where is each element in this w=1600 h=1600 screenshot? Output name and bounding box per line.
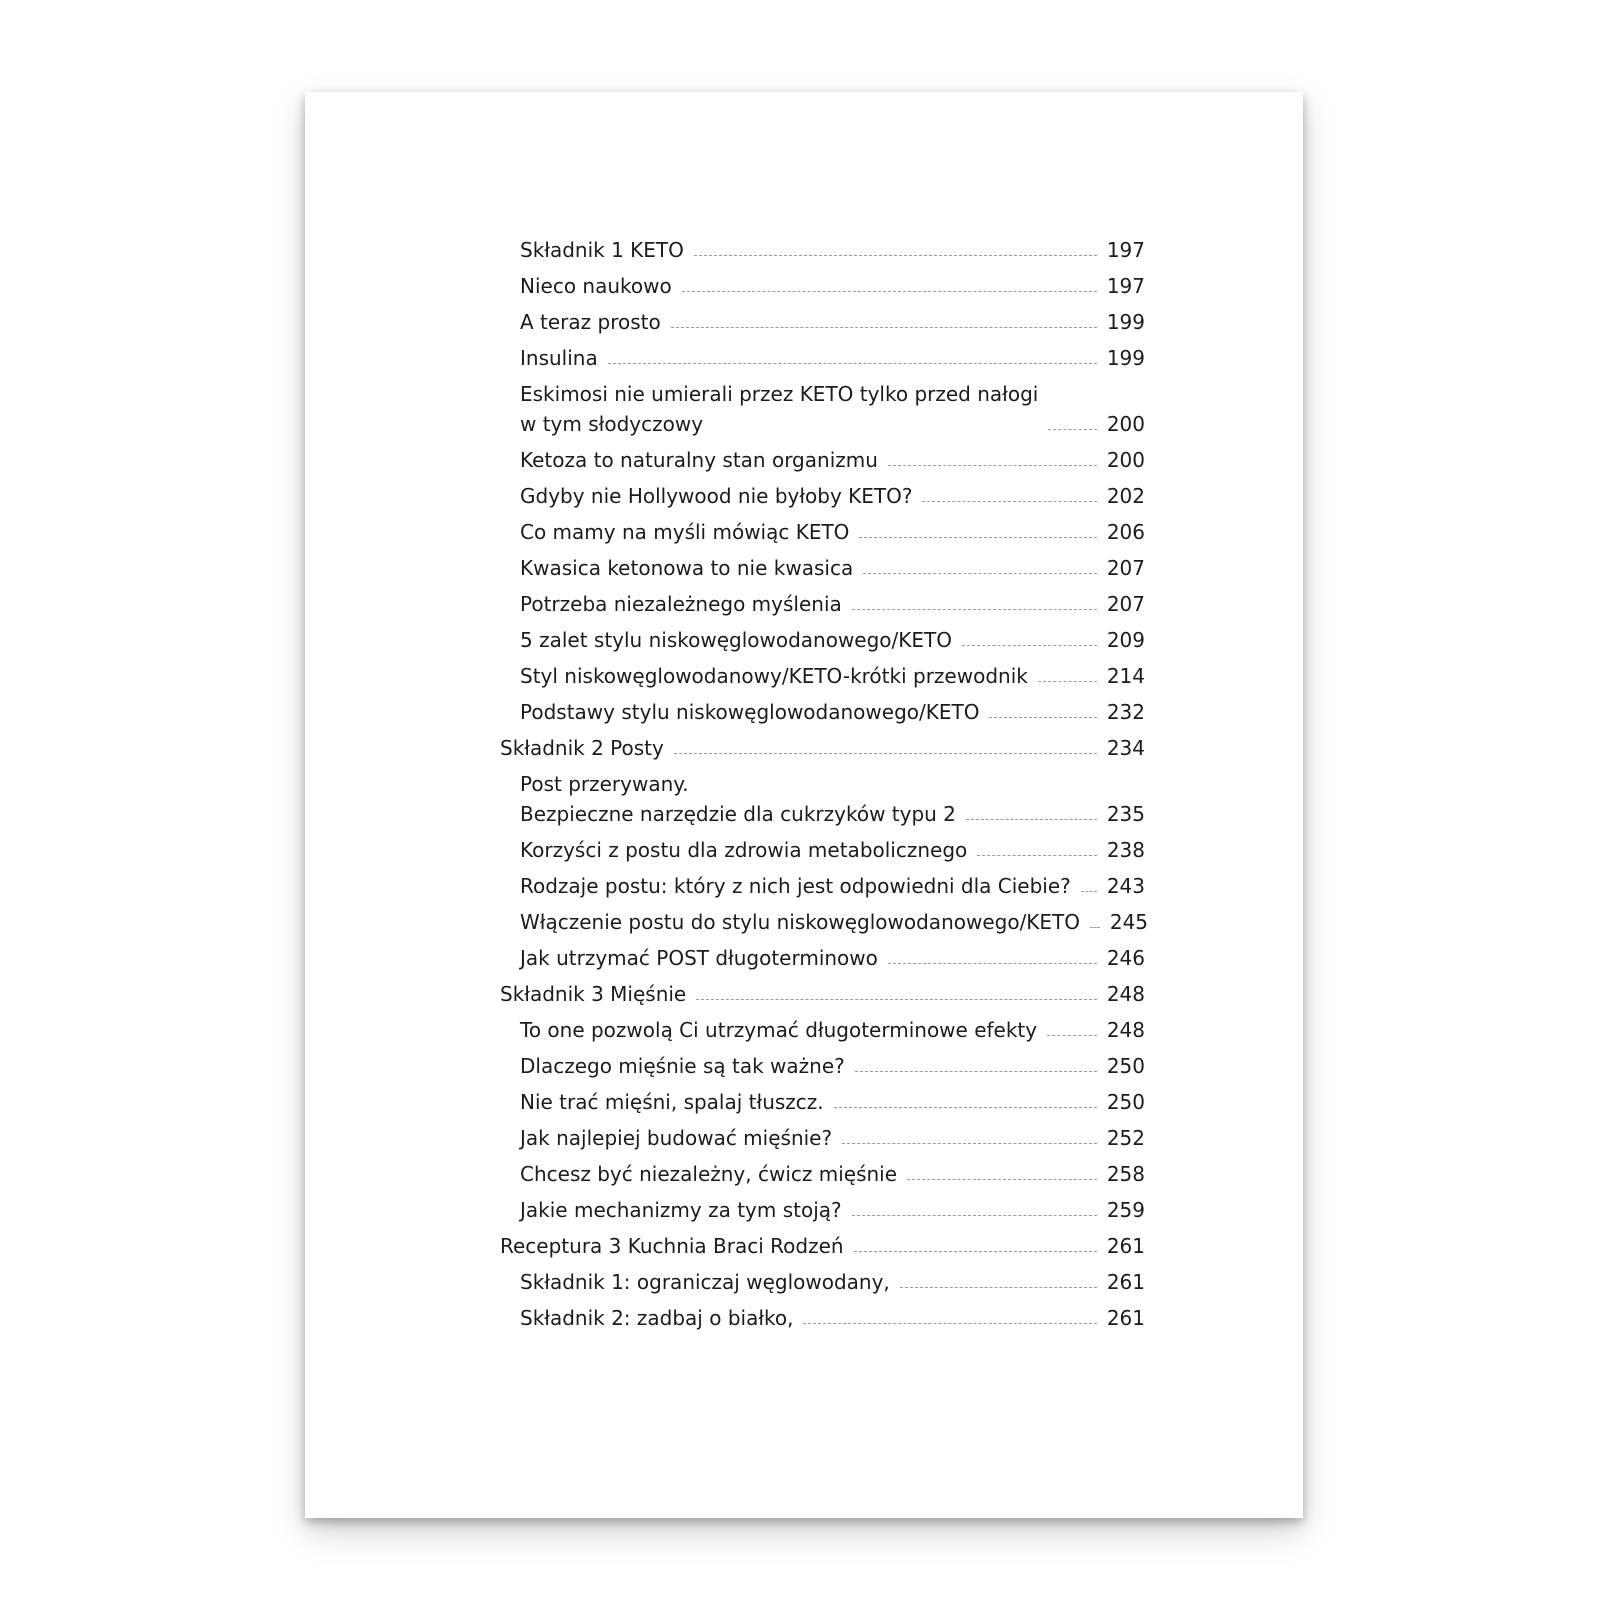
toc-entry	[500, 235, 1145, 265]
toc-entry-title	[520, 1303, 793, 1333]
dot-leader	[863, 573, 1097, 574]
toc-entry-title-line: To one pozwolą Ci utrzymać długoterminowe efekty	[520, 1018, 1038, 1042]
toc-entry-page-number: 238	[1106, 838, 1145, 862]
toc-entry-page-number: 261	[1106, 1306, 1145, 1330]
toc-entry	[500, 1195, 1145, 1225]
toc-entry-title-line: Korzyści z postu dla zdrowia metabolicznego	[520, 838, 968, 862]
toc-entry-page-number: 209	[1106, 628, 1145, 652]
toc-entry-title	[520, 379, 1038, 439]
toc-entry-title	[520, 271, 672, 301]
toc-entry	[500, 1159, 1145, 1189]
toc-entry-page-number: 232	[1106, 700, 1145, 724]
toc-entry-title	[500, 733, 664, 763]
toc-entry-title	[520, 1051, 845, 1081]
toc-entry-title	[520, 769, 956, 829]
toc-entry	[500, 1087, 1145, 1117]
toc-entry-title-line: Ketoza to naturalny stan organizmu	[520, 448, 878, 472]
dot-leader	[671, 327, 1097, 328]
toc-entry	[500, 943, 1145, 973]
toc-entry-title-line: Nieco naukowo	[520, 274, 672, 298]
toc-entry-title	[520, 661, 1028, 691]
dot-leader	[674, 753, 1097, 754]
dot-leader	[1038, 681, 1097, 682]
dot-leader	[608, 363, 1097, 364]
toc-entry-page-number: 207	[1106, 556, 1145, 580]
toc-entry	[500, 1123, 1145, 1153]
toc-entry-title-line: Rodzaje postu: który z nich jest odpowiedni dla Ciebie?	[520, 874, 1071, 898]
toc-entry-title	[520, 1159, 897, 1189]
toc-entry-title-line: Składnik 3 Mięśnie	[500, 982, 687, 1006]
toc-entry-page-number: 245	[1109, 910, 1149, 934]
dot-leader	[1048, 429, 1097, 430]
toc-entry-title-line: Dlaczego mięśnie są tak ważne?	[520, 1054, 845, 1078]
toc-entry-page-number: 199	[1106, 310, 1145, 334]
toc-entry-title-line: Nie trać mięśni, spalaj tłuszcz.	[520, 1090, 824, 1114]
dot-leader	[888, 963, 1097, 964]
toc-entry-title-line: Bezpieczne narzędzie dla cukrzyków typu 2	[520, 802, 956, 826]
toc-entry-title	[520, 307, 661, 337]
toc-entry-title-line: Składnik 1 KETO	[520, 238, 684, 262]
toc-entry-page-number: 214	[1106, 664, 1145, 688]
dot-leader	[859, 537, 1097, 538]
toc-entry	[500, 979, 1145, 1009]
toc-entry	[500, 517, 1145, 547]
toc-entry	[500, 697, 1145, 727]
toc-entry	[500, 343, 1145, 373]
dot-leader	[694, 255, 1097, 256]
toc-entry-title	[520, 1267, 890, 1297]
toc-entry-title-line: Włączenie postu do stylu niskowęglowodanowego/KETO	[520, 910, 1081, 934]
toc-entry-page-number: 250	[1106, 1054, 1145, 1078]
dot-leader	[855, 1071, 1097, 1072]
toc-entry-title-line: 5 zalet stylu niskowęglowodanowego/KETO	[520, 628, 952, 652]
book-page	[305, 92, 1303, 1518]
toc-entry-title-line: Składnik 2: zadbaj o białko,	[520, 1306, 794, 1330]
dot-leader	[842, 1143, 1097, 1144]
toc-entry-title	[520, 553, 853, 583]
toc-entry-title	[520, 481, 912, 511]
dot-leader	[852, 609, 1097, 610]
dot-leader	[900, 1287, 1097, 1288]
toc-entry-page-number: 197	[1106, 238, 1145, 262]
toc-entry-title-line: Gdyby nie Hollywood nie byłoby KETO?	[520, 484, 913, 508]
toc-entry-title	[520, 835, 967, 865]
dot-leader	[682, 291, 1097, 292]
toc-entry-page-number: 258	[1106, 1162, 1145, 1186]
toc-entry-title	[520, 343, 598, 373]
toc-entry	[500, 835, 1145, 865]
toc-entry	[500, 271, 1145, 301]
toc-entry-title	[520, 625, 952, 655]
dot-leader	[803, 1323, 1097, 1324]
toc-entry-page-number: 234	[1106, 736, 1145, 760]
toc-entry-page-number: 248	[1106, 1018, 1145, 1042]
toc-entry-title	[520, 1087, 824, 1117]
toc-entry-page-number: 197	[1106, 274, 1145, 298]
toc-entry	[500, 661, 1145, 691]
dot-leader	[1047, 1035, 1097, 1036]
toc-entry-title-line: Jakie mechanizmy za tym stoją?	[520, 1198, 842, 1222]
dot-leader	[966, 819, 1097, 820]
toc-entry-title-line: w tym słodyczowy	[520, 412, 704, 436]
toc-entry-title-line: Styl niskowęglowodanowy/KETO-krótki przewodnik	[520, 664, 1028, 688]
toc-entry-page-number: 248	[1106, 982, 1145, 1006]
toc-entry-title-line: Składnik 2 Posty	[500, 736, 664, 760]
toc-entry-title-line: Podstawy stylu niskowęglowodanowego/KETO	[520, 700, 980, 724]
toc-entry-page-number: 200	[1106, 448, 1145, 472]
dot-leader	[907, 1179, 1097, 1180]
dot-leader	[922, 501, 1097, 502]
toc-entry	[500, 481, 1145, 511]
toc-entry-title-line: Post przerywany.	[520, 772, 689, 796]
dot-leader	[852, 1215, 1097, 1216]
toc-entry-title	[520, 907, 1080, 937]
toc-entry-title	[500, 1231, 844, 1261]
toc-entry	[500, 445, 1145, 475]
toc-entry-title	[520, 235, 684, 265]
toc-entry-title	[500, 979, 686, 1009]
toc-entry-title-line: Kwasica ketonowa to nie kwasica	[520, 556, 854, 580]
toc-entry-page-number: 250	[1106, 1090, 1145, 1114]
toc-entry	[500, 871, 1145, 901]
toc-entry	[500, 307, 1145, 337]
toc-entry-title-line: Potrzeba niezależnego myślenia	[520, 592, 842, 616]
toc-entry-page-number: 199	[1106, 346, 1145, 370]
toc-entry-page-number: 261	[1106, 1270, 1145, 1294]
toc-entry	[500, 1015, 1145, 1045]
toc-entry-page-number: 202	[1106, 484, 1145, 508]
toc-entry-title	[520, 1015, 1037, 1045]
toc-entry	[500, 769, 1145, 829]
dot-leader	[888, 465, 1097, 466]
dot-leader	[854, 1251, 1097, 1252]
toc-entry	[500, 1051, 1145, 1081]
toc-entry-title-line: Chcesz być niezależny, ćwicz mięśnie	[520, 1162, 898, 1186]
toc-entry-page-number: 261	[1106, 1234, 1145, 1258]
dot-leader	[989, 717, 1097, 718]
toc-entry-page-number: 252	[1106, 1126, 1145, 1150]
toc-entry-title-line: Eskimosi nie umierali przez KETO tylko przed nałogi	[520, 382, 1039, 406]
table-of-contents	[500, 235, 1149, 1339]
toc-entry-page-number: 235	[1106, 802, 1145, 826]
dot-leader	[962, 645, 1097, 646]
toc-entry-page-number: 206	[1106, 520, 1145, 544]
dot-leader	[834, 1107, 1097, 1108]
toc-entry-page-number: 207	[1106, 592, 1145, 616]
toc-entry	[500, 379, 1145, 439]
toc-entry-title-line: Receptura 3 Kuchnia Braci Rodzeń	[500, 1234, 844, 1258]
toc-entry-title	[520, 517, 849, 547]
dot-leader	[977, 855, 1097, 856]
toc-entry	[500, 553, 1145, 583]
toc-entry-title	[520, 1195, 842, 1225]
toc-entry	[500, 1303, 1145, 1333]
toc-entry-title	[520, 445, 878, 475]
toc-entry	[500, 1267, 1145, 1297]
toc-entry-title-line: Co mamy na myśli mówiąc KETO	[520, 520, 850, 544]
toc-entry-title-line: Jak najlepiej budować mięśnie?	[520, 1126, 833, 1150]
toc-entry-title-line: Jak utrzymać POST długoterminowo	[520, 946, 878, 970]
dot-leader	[1090, 927, 1100, 928]
toc-entry	[500, 625, 1145, 655]
toc-entry-page-number: 243	[1106, 874, 1145, 898]
toc-entry-title-line: Składnik 1: ograniczaj węglowodany,	[520, 1270, 890, 1294]
toc-entry-title	[520, 1123, 832, 1153]
toc-entry	[500, 733, 1145, 763]
toc-entry	[500, 1231, 1145, 1261]
toc-entry-page-number: 259	[1106, 1198, 1145, 1222]
toc-entry-title	[520, 871, 1071, 901]
toc-entry-title-line: Insulina	[520, 346, 598, 370]
toc-entry	[500, 907, 1149, 937]
toc-entry	[500, 589, 1145, 619]
toc-entry-title-line: A teraz prosto	[520, 310, 661, 334]
toc-entry-title	[520, 697, 979, 727]
dot-leader	[1081, 891, 1097, 892]
dot-leader	[696, 999, 1097, 1000]
toc-entry-title	[520, 943, 878, 973]
toc-entry-page-number: 246	[1106, 946, 1145, 970]
toc-entry-title	[520, 589, 842, 619]
toc-entry-page-number: 200	[1106, 412, 1145, 436]
